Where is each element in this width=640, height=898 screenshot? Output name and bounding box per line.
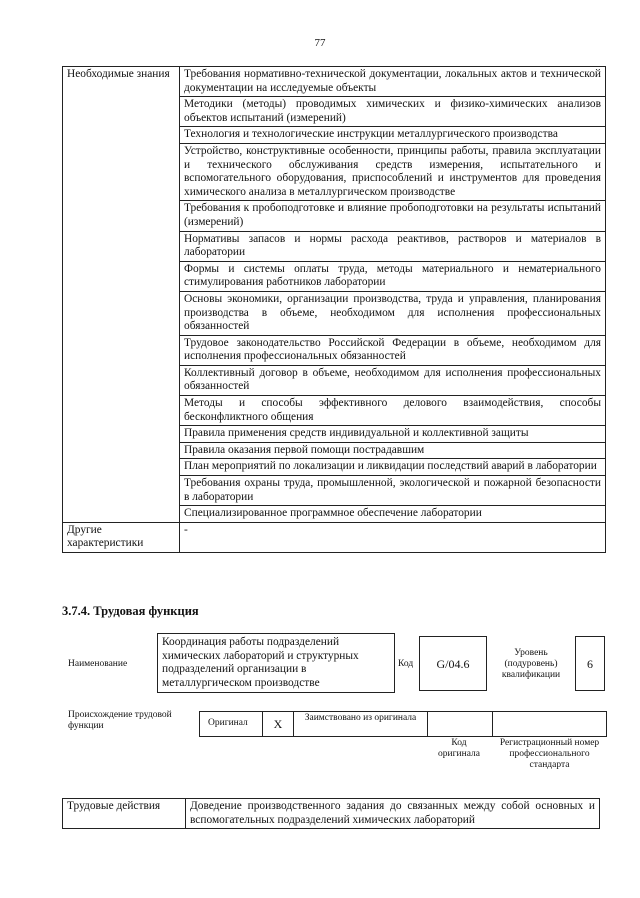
page-number: 77 [314, 37, 326, 49]
original-label: Оригинал [208, 718, 248, 728]
code-label: Код [398, 659, 414, 669]
original-mark-cell [263, 712, 294, 736]
origin-row [199, 711, 607, 737]
borrowed-cell [294, 712, 428, 736]
knowledge-item: Коллективный договор в объеме, необходимом для исполнения профессиональных обязанностей [180, 365, 606, 395]
reg-caption: Регистрационный номер профессионального стандарта [499, 738, 600, 770]
knowledge-item: Формы и системы оплаты труда, методы материального и нематериального стимулирования работников лаборатории [180, 261, 606, 291]
knowledge-item: Технология и технологические инструкции металлургического производства [180, 127, 606, 144]
knowledge-table [62, 66, 606, 553]
action-row [63, 799, 600, 829]
name-value: Координация работы подразделений химических лабораторий и структурных подразделений организации в металлургическом производстве [162, 636, 359, 689]
actions-label: Трудовые действия [63, 799, 186, 829]
knowledge-item: Требования к пробоподготовке и влияние пробоподготовки на результаты испытаний (измерений) [180, 201, 606, 231]
action-item: Доведение производственного задания до связанных между собой основных и вспомогательных подразделений химических лабораторий [186, 799, 600, 829]
reg-number-cell [493, 712, 606, 736]
code-value-box [419, 636, 487, 691]
code-value: G/04.6 [436, 657, 470, 671]
knowledge-row [63, 67, 606, 97]
section-title: 3.7.4. Трудовая функция [62, 604, 199, 618]
knowledge-item: Устройство, конструктивные особенности, принципы работы, правила эксплуатации и технического обслуживания средств измерения, испытательного и вспомогательного оборудования, приспособлений и инструментов для проведения химического анализа в металлургическом производстве [180, 143, 606, 200]
level-label: Уровень (подуровень) квалификации [501, 648, 561, 680]
other-row [63, 522, 606, 552]
knowledge-item: Методики (методы) проводимых химических и физико-химических анализов объектов испытаний (измерений) [180, 97, 606, 127]
name-label: Наименование [68, 659, 128, 669]
other-value: - [180, 522, 606, 552]
knowledge-item: План мероприятий по локализации и ликвидации последствий аварий в лаборатории [180, 459, 606, 476]
knowledge-item: Нормативы запасов и нормы расхода реактивов, растворов и материалов в лаборатории [180, 231, 606, 261]
knowledge-item: Требования нормативно-технической документации, локальных актов и технической документации на исследуемые объекты [180, 67, 606, 97]
original-code-cell [428, 712, 493, 736]
level-value: 6 [587, 657, 593, 671]
knowledge-item: Требования охраны труда, промышленной, экологической и пожарной безопасности в лаборатории [180, 476, 606, 506]
name-value-box [157, 633, 395, 693]
level-value-box [575, 636, 605, 691]
actions-table [62, 798, 600, 829]
origin-label: Происхождение трудовой функции [68, 710, 172, 731]
knowledge-item: Трудовое законодательство Российской Федерации в объеме, необходимом для исполнения профессиональных обязанностей [180, 335, 606, 365]
knowledge-item: Основы экономики, организации производства, труда и управления, планирования производства в объеме, необходимом для исполнения профессиональных обязанностей [180, 291, 606, 335]
knowledge-item: Специализированное программное обеспечение лаборатории [180, 506, 606, 523]
code-caption: Код оригинала [438, 738, 480, 759]
knowledge-item: Правила применения средств индивидуальной и коллективной защиты [180, 426, 606, 443]
original-cell [200, 712, 263, 736]
original-mark: X [273, 717, 283, 731]
other-label: Другие характеристики [63, 522, 180, 552]
borrowed-label: Заимствовано из оригинала [304, 713, 417, 723]
knowledge-label: Необходимые знания [63, 67, 180, 523]
knowledge-item: Методы и способы эффективного делового взаимодействия, способы бесконфликтного общения [180, 396, 606, 426]
knowledge-item: Правила оказания первой помощи пострадавшим [180, 442, 606, 459]
